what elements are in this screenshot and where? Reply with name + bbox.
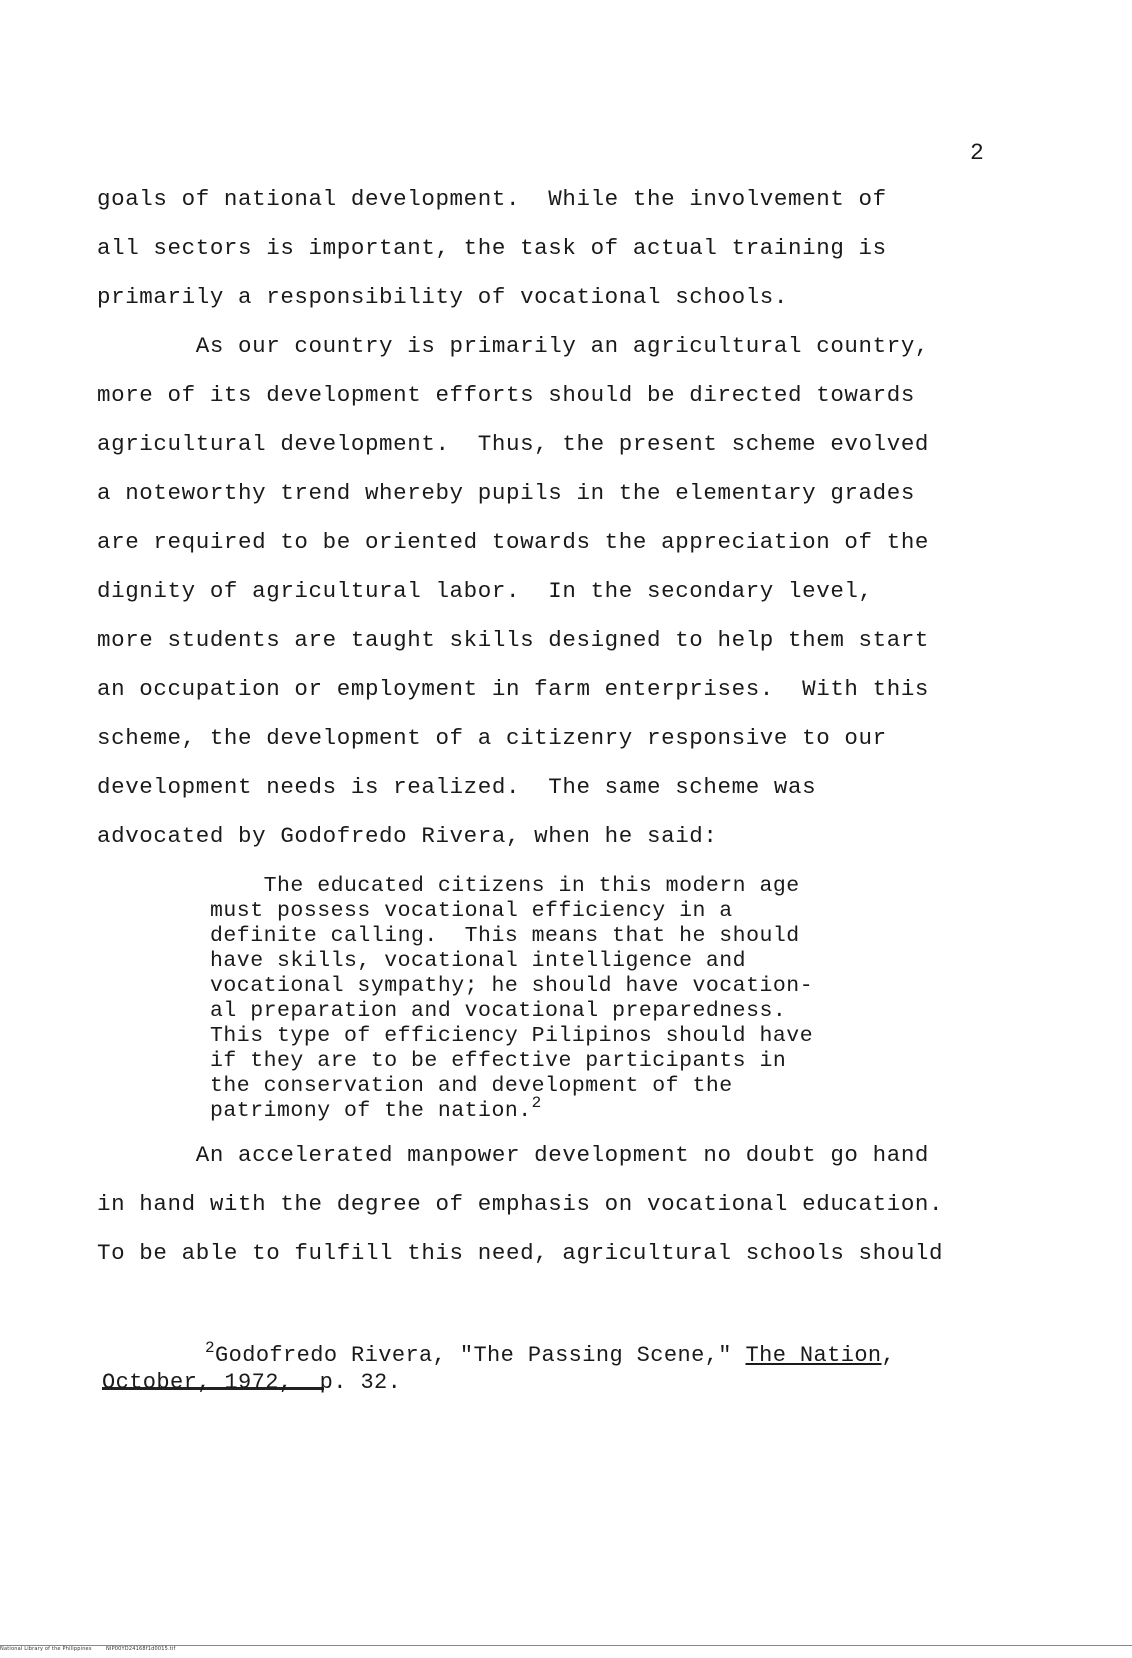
paragraph-line: development needs is realized. The same scheme was: [97, 774, 817, 800]
paragraph-line: advocated by Godofredo Rivera, when he said:: [97, 823, 718, 849]
paragraph-line: As our country is primarily an agricultural country,: [97, 333, 930, 359]
quote-line: if they are to be effective participants in: [210, 1049, 787, 1073]
quote-line: This type of efficiency Pilipinos should have: [210, 1024, 814, 1048]
footnote-citation: Godofredo Rivera, "The Passing Scene,": [215, 1343, 746, 1368]
quote-line: have skills, vocational intelligence and: [210, 949, 747, 973]
quote-line: must possess vocational efficiency in a: [210, 899, 733, 923]
paragraph-line: primarily a responsibility of vocational schools.: [97, 284, 789, 310]
quote-line: al preparation and vocational preparedness.: [210, 999, 787, 1023]
paragraph-line: all sectors is important, the task of actual training is: [97, 235, 887, 261]
footnote-marker: 2: [205, 1339, 216, 1357]
paragraph-line: more students are taught skills designed to help them start: [97, 627, 930, 653]
paragraph-line: agricultural development. Thus, the present scheme evolved: [97, 431, 930, 457]
page-number: 2: [970, 140, 985, 166]
paragraph-line: goals of national development. While the involvement of: [97, 186, 887, 212]
paragraph-line: in hand with the degree of emphasis on vocational education.: [97, 1191, 944, 1217]
archive-stamp: National Library of the Philippines NIP00YD24168f1d0015.tif: [0, 1646, 176, 1652]
quote-line-text: patrimony of the nation.: [210, 1099, 532, 1123]
quote-line: the conservation and development of the: [210, 1074, 733, 1098]
paragraph-line: scheme, the development of a citizenry responsive to our: [97, 725, 887, 751]
quote-line: The educated citizens in this modern age: [210, 874, 800, 898]
publication-title: The Nation: [745, 1343, 882, 1368]
paragraph-line: a noteworthy trend whereby pupils in the elementary grades: [97, 480, 915, 506]
paragraph-line: are required to be oriented towards the appreciation of the: [97, 529, 930, 555]
paragraph-line: more of its development efforts should be directed towards: [97, 382, 915, 408]
paragraph-line: an occupation or employment in farm enterprises. With this: [97, 676, 930, 702]
quote-line: definite calling. This means that he should: [210, 924, 800, 948]
footnote: [205, 1339, 896, 1369]
footnote-punctuation: ,: [881, 1343, 896, 1368]
footnote-reference: 2: [531, 1094, 542, 1112]
quote-line: [210, 1094, 542, 1124]
quote-line: vocational sympathy; he should have vocation-: [210, 974, 814, 998]
paragraph-line: dignity of agricultural labor. In the secondary level,: [97, 578, 873, 604]
paragraph-line: An accelerated manpower development no doubt go hand: [97, 1142, 930, 1168]
footnote-line-2: October, 1972, p. 32.: [102, 1370, 402, 1395]
paragraph-line: To be able to fulfill this need, agricultural schools should: [97, 1240, 944, 1266]
